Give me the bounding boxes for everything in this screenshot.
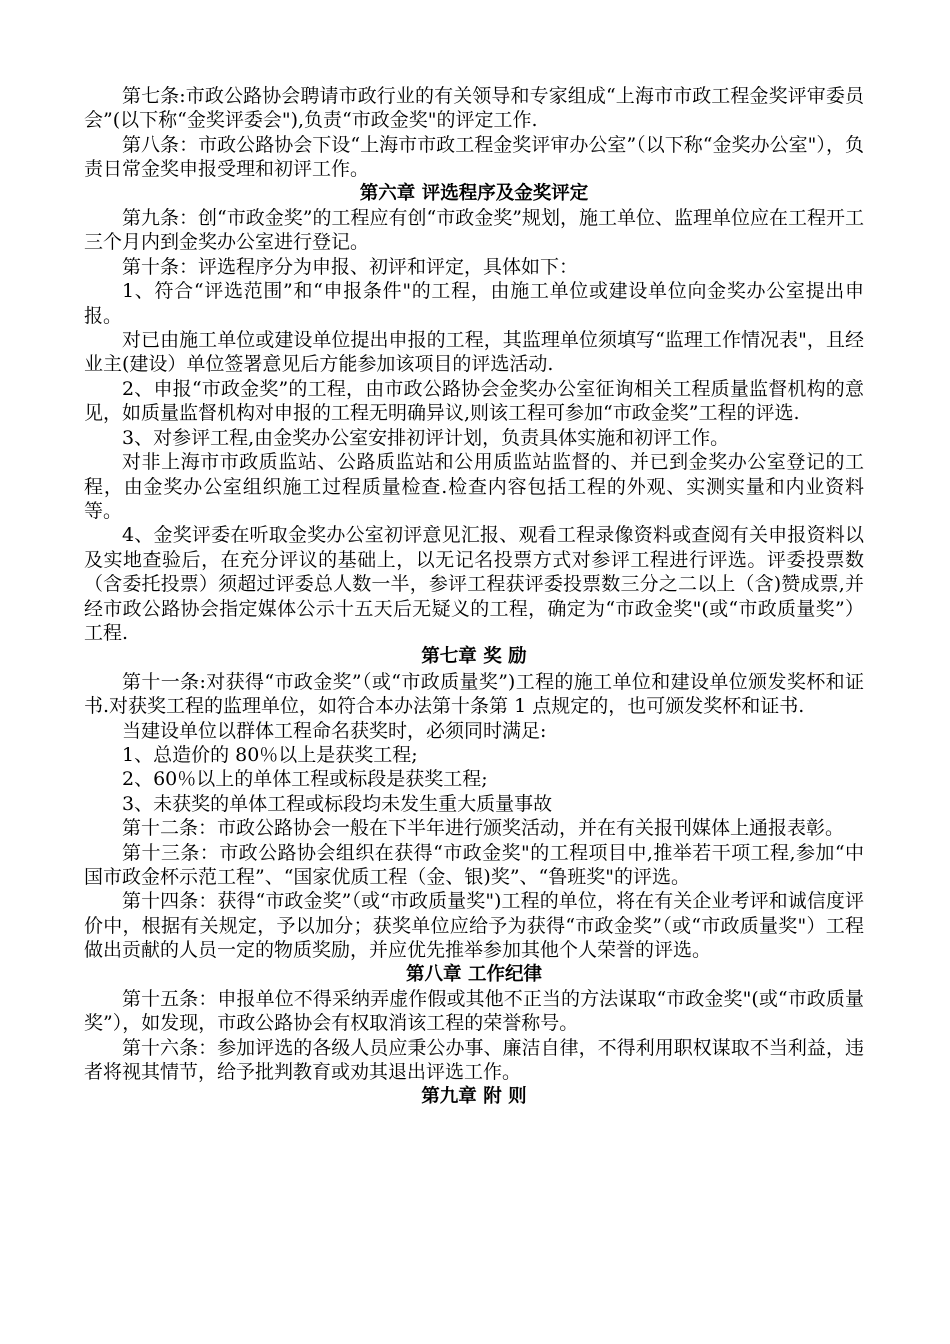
article-10-item-3: 3、对参评工程,由金奖办公室安排初评计划，负责具体实施和初评工作。 xyxy=(122,426,730,449)
chapter-8-heading: 第八章 工作纪律 xyxy=(406,963,542,985)
article-14: 第十四条：获得“市政金奖”（或“市政质量奖")工程的单位，将在有关企业考评和诚信度评价中，根据有关规定，予以加分；获奖单位应给予为获得“市政金奖”（或“市政质量奖"）工程做出贡献的人员一定的物质奖励，并应优先推举参加其他个人荣誉的评选。 xyxy=(84,890,864,962)
article-8: 第八条：市政公路协会下设“上海市市政工程金奖评审办公室”（以下称“金奖办公室"），负责日常金奖申报受理和初评工作。 xyxy=(84,133,864,181)
article-13: 第十三条：市政公路协会组织在获得“市政金奖"的工程项目中,推举若干项工程,参加“中国市政金杯示范工程”、“国家优质工程（金、银)奖”、“鲁班奖"的评选。 xyxy=(84,841,864,888)
article-9: 第九条：创“市政金奖”的工程应有创“市政金奖”规划，施工单位、监理单位应在工程开工三个月内到金奖办公室进行登记。 xyxy=(84,207,864,254)
article-10-item-1: 1、符合“评选范围”和“申报条件"的工程，由施工单位或建设单位向金奖办公室提出申报。 xyxy=(84,280,864,327)
chapter-9-heading: 第九章 附 则 xyxy=(421,1085,527,1107)
chapter-7-heading: 第七章 奖 励 xyxy=(421,646,527,668)
article-10-item-1-note: 对已由施工单位或建设单位提出申报的工程，其监理单位须填写“监理工作情况表"，且经业主(建设）单位签署意见后方能参加该项目的评选活动. xyxy=(84,329,864,376)
article-7: 第七条:市政公路协会聘请市政行业的有关领导和专家组成“上海市市政工程金奖评审委员会”(以下称“金奖评委会"),负责“市政金奖"的评定工作. xyxy=(84,85,864,132)
article-11-item-2: 2、60％以上的单体工程或标段是获奖工程; xyxy=(122,768,488,791)
article-12: 第十二条：市政公路协会一般在下半年进行颁奖活动，并在有关报刊媒体上通报表彰。 xyxy=(122,817,845,840)
article-11-item-3: 3、未获奖的单体工程或标段均未发生重大质量事故 xyxy=(122,792,553,815)
article-11: 第十一条:对获得“市政金奖”（或“市政质量奖”)工程的施工单位和建设单位颁发奖杯和证书.对获奖工程的监理单位，如符合本办法第十条第 1 点规定的，也可颁发奖杯和证书. xyxy=(84,670,864,718)
document-page xyxy=(84,84,864,1109)
article-15: 第十五条：申报单位不得采纳弄虚作假或其他不正当的方法谋取“市政金奖"(或“市政质量奖”），如发现，市政公路协会有权取消该工程的荣誉称号。 xyxy=(84,988,864,1035)
article-10-item-3-note: 对非上海市市政质监站、公路质监站和公用质监站监督的、并已到金奖办公室登记的工程，由金奖办公室组织施工过程质量检查.检查内容包括工程的外观、实测实量和内业资料等。 xyxy=(84,451,864,522)
article-16: 第十六条：参加评选的各级人员应秉公办事、廉洁自律，不得利用职权谋取不当利益，违者将视其情节，给予批判教育或劝其退出评选工作。 xyxy=(84,1036,864,1084)
article-11-condition: 当建设单位以群体工程命名获奖时，必须同时满足: xyxy=(122,719,547,742)
article-10: 第十条：评选程序分为申报、初评和评定，具体如下： xyxy=(122,255,579,278)
article-10-item-2: 2、申报“市政金奖”的工程，由市政公路协会金奖办公室征询相关工程质量监督机构的意见，如质量监督机构对申报的工程无明确异议,则该工程可参加“市政金奖”工程的评选. xyxy=(84,377,864,425)
article-11-item-1: 1、总造价的 80％以上是获奖工程; xyxy=(122,743,418,766)
article-10-item-4: 4、金奖评委在听取金奖办公室初评意见汇报、观看工程录像资料或查阅有关申报资料以及实地查验后，在充分评议的基础上，以无记名投票方式对参评工程进行评选。评委投票数（含委托投票）须超过评委总人数一半，参评工程获评委投票数三分之二以上（含)赞成票,并经市政公路协会指定媒体公示十五天后无疑义的工程，确定为“市政金奖"(或“市政质量奖”）工程. xyxy=(84,524,864,644)
chapter-6-heading: 第六章 评选程序及金奖评定 xyxy=(359,182,589,204)
